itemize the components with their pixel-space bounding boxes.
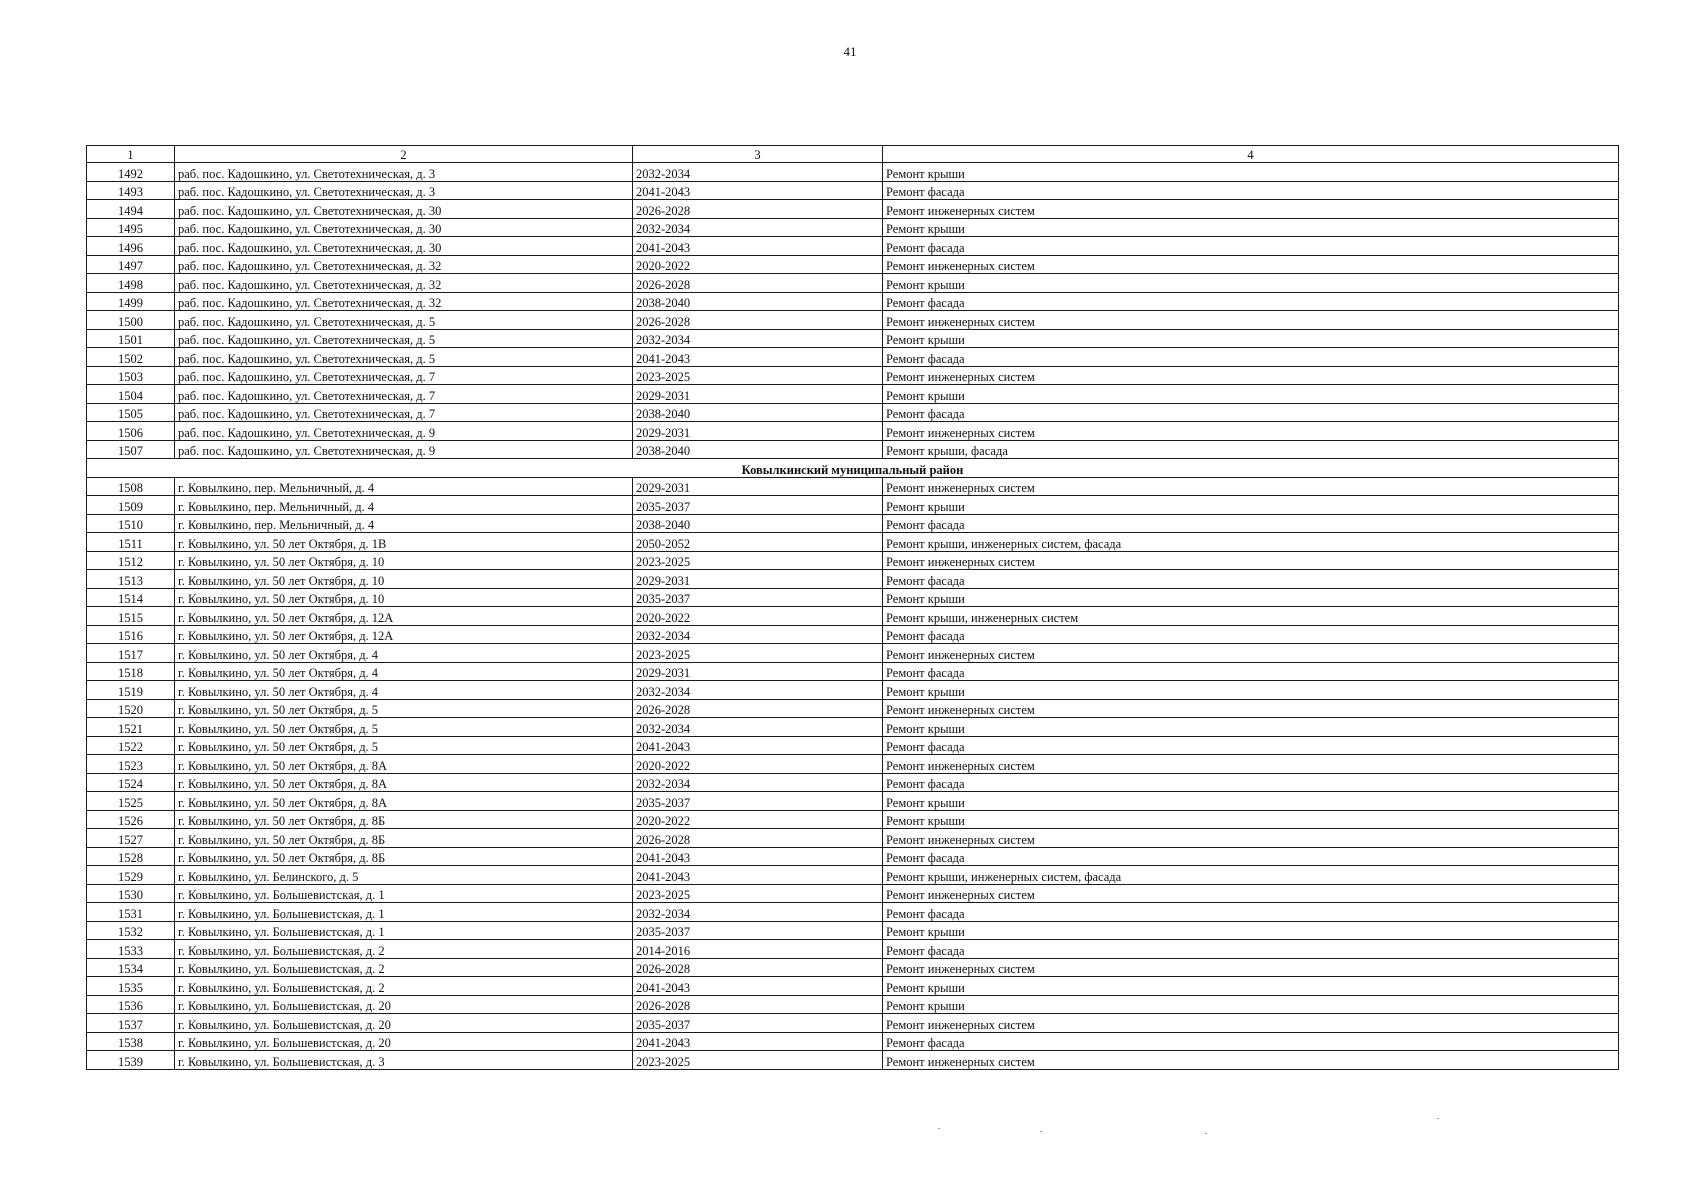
table-row [87, 218, 1619, 237]
row-number-cell: 1516 [87, 625, 175, 644]
work-type-cell: Ремонт инженерных систем [883, 1014, 1619, 1033]
table-row [87, 736, 1619, 755]
work-type-cell: Ремонт инженерных систем [883, 477, 1619, 496]
address-cell: раб. пос. Кадошкино, ул. Светотехническая, д. 9 [175, 440, 633, 459]
row-number-cell: 1513 [87, 570, 175, 589]
row-number-cell: 1492 [87, 163, 175, 182]
period-cell: 2041-2043 [633, 977, 883, 996]
row-number-cell: 1512 [87, 551, 175, 570]
address-cell: г. Ковылкино, ул. 50 лет Октября, д. 5 [175, 718, 633, 737]
work-type-cell: Ремонт крыши [883, 977, 1619, 996]
work-type-cell: Ремонт крыши, инженерных систем, фасада [883, 533, 1619, 552]
table-row [87, 366, 1619, 385]
period-cell: 2032-2034 [633, 218, 883, 237]
work-type-cell: Ремонт инженерных систем [883, 699, 1619, 718]
table-row [87, 385, 1619, 404]
work-type-cell: Ремонт крыши [883, 681, 1619, 700]
row-number-cell: 1498 [87, 274, 175, 293]
address-cell: раб. пос. Кадошкино, ул. Светотехническая, д. 7 [175, 366, 633, 385]
table-row [87, 1051, 1619, 1070]
address-cell: г. Ковылкино, ул. 50 лет Октября, д. 12А [175, 607, 633, 626]
table-row [87, 847, 1619, 866]
table-row [87, 681, 1619, 700]
period-cell: 2020-2022 [633, 810, 883, 829]
row-number-cell: 1497 [87, 255, 175, 274]
row-number-cell: 1529 [87, 866, 175, 885]
column-header: 2 [175, 146, 633, 163]
period-cell: 2026-2028 [633, 274, 883, 293]
work-type-cell: Ремонт крыши [883, 496, 1619, 515]
address-cell: раб. пос. Кадошкино, ул. Светотехническая, д. 7 [175, 403, 633, 422]
work-type-cell: Ремонт фасада [883, 773, 1619, 792]
address-cell: раб. пос. Кадошкино, ул. Светотехническая, д. 30 [175, 200, 633, 219]
row-number-cell: 1510 [87, 514, 175, 533]
period-cell: 2026-2028 [633, 829, 883, 848]
period-cell: 2035-2037 [633, 1014, 883, 1033]
row-number-cell: 1535 [87, 977, 175, 996]
address-cell: г. Ковылкино, ул. Большевистская, д. 2 [175, 958, 633, 977]
row-number-cell: 1528 [87, 847, 175, 866]
address-cell: г. Ковылкино, ул. 50 лет Октября, д. 5 [175, 699, 633, 718]
address-cell: г. Ковылкино, ул. 50 лет Октября, д. 1В [175, 533, 633, 552]
period-cell: 2026-2028 [633, 699, 883, 718]
work-type-cell: Ремонт крыши [883, 274, 1619, 293]
work-type-cell: Ремонт инженерных систем [883, 644, 1619, 663]
work-type-cell: Ремонт крыши, инженерных систем, фасада [883, 866, 1619, 885]
row-number-cell: 1530 [87, 884, 175, 903]
row-number-cell: 1514 [87, 588, 175, 607]
table-row [87, 921, 1619, 940]
work-type-cell: Ремонт крыши [883, 792, 1619, 811]
section-row [87, 459, 1619, 478]
table-row [87, 311, 1619, 330]
table-row [87, 662, 1619, 681]
work-type-cell: Ремонт крыши [883, 385, 1619, 404]
work-type-cell: Ремонт фасада [883, 403, 1619, 422]
address-cell: г. Ковылкино, пер. Мельничный, д. 4 [175, 477, 633, 496]
table-row [87, 995, 1619, 1014]
work-type-cell: Ремонт инженерных систем [883, 311, 1619, 330]
table-row [87, 1032, 1619, 1051]
table-header-row [87, 146, 1619, 163]
table-row [87, 477, 1619, 496]
period-cell: 2020-2022 [633, 255, 883, 274]
table-row [87, 403, 1619, 422]
period-cell: 2050-2052 [633, 533, 883, 552]
work-type-cell: Ремонт фасада [883, 514, 1619, 533]
period-cell: 2038-2040 [633, 292, 883, 311]
period-cell: 2023-2025 [633, 644, 883, 663]
address-cell: раб. пос. Кадошкино, ул. Светотехническая, д. 7 [175, 385, 633, 404]
address-cell: г. Ковылкино, ул. 50 лет Октября, д. 8Б [175, 810, 633, 829]
address-cell: г. Ковылкино, ул. 50 лет Октября, д. 8Б [175, 829, 633, 848]
period-cell: 2041-2043 [633, 866, 883, 885]
work-type-cell: Ремонт инженерных систем [883, 829, 1619, 848]
address-cell: г. Ковылкино, ул. Большевистская, д. 2 [175, 940, 633, 959]
period-cell: 2032-2034 [633, 903, 883, 922]
work-type-cell: Ремонт фасада [883, 736, 1619, 755]
work-type-cell: Ремонт инженерных систем [883, 200, 1619, 219]
table-row [87, 181, 1619, 200]
row-number-cell: 1501 [87, 329, 175, 348]
row-number-cell: 1526 [87, 810, 175, 829]
table-row [87, 644, 1619, 663]
column-header: 1 [87, 146, 175, 163]
period-cell: 2029-2031 [633, 570, 883, 589]
period-cell: 2032-2034 [633, 163, 883, 182]
work-type-cell: Ремонт крыши [883, 218, 1619, 237]
period-cell: 2035-2037 [633, 588, 883, 607]
period-cell: 2026-2028 [633, 958, 883, 977]
address-cell: г. Ковылкино, ул. Большевистская, д. 1 [175, 884, 633, 903]
row-number-cell: 1522 [87, 736, 175, 755]
table-row [87, 773, 1619, 792]
table-row [87, 903, 1619, 922]
period-cell: 2035-2037 [633, 921, 883, 940]
work-type-cell: Ремонт фасада [883, 662, 1619, 681]
period-cell: 2038-2040 [633, 514, 883, 533]
period-cell: 2041-2043 [633, 181, 883, 200]
row-number-cell: 1524 [87, 773, 175, 792]
row-number-cell: 1500 [87, 311, 175, 330]
table-row [87, 422, 1619, 441]
period-cell: 2038-2040 [633, 403, 883, 422]
period-cell: 2032-2034 [633, 681, 883, 700]
row-number-cell: 1536 [87, 995, 175, 1014]
row-number-cell: 1495 [87, 218, 175, 237]
address-cell: г. Ковылкино, ул. 50 лет Октября, д. 10 [175, 588, 633, 607]
address-cell: г. Ковылкино, ул. 50 лет Октября, д. 12А [175, 625, 633, 644]
row-number-cell: 1539 [87, 1051, 175, 1070]
table-row [87, 329, 1619, 348]
row-number-cell: 1511 [87, 533, 175, 552]
period-cell: 2023-2025 [633, 551, 883, 570]
work-type-cell: Ремонт инженерных систем [883, 422, 1619, 441]
address-cell: г. Ковылкино, ул. Большевистская, д. 2 [175, 977, 633, 996]
row-number-cell: 1537 [87, 1014, 175, 1033]
page-number: 41 [843, 44, 857, 59]
address-cell: раб. пос. Кадошкино, ул. Светотехническая, д. 5 [175, 348, 633, 367]
work-type-cell: Ремонт фасада [883, 903, 1619, 922]
repair-schedule-table [86, 145, 1619, 1070]
period-cell: 2041-2043 [633, 237, 883, 256]
period-cell: 2032-2034 [633, 718, 883, 737]
work-type-cell: Ремонт крыши [883, 921, 1619, 940]
table-row [87, 958, 1619, 977]
table-row [87, 570, 1619, 589]
address-cell: г. Ковылкино, ул. Большевистская, д. 1 [175, 921, 633, 940]
table-row [87, 348, 1619, 367]
row-number-cell: 1532 [87, 921, 175, 940]
scan-speck [1205, 1133, 1207, 1134]
row-number-cell: 1527 [87, 829, 175, 848]
row-number-cell: 1506 [87, 422, 175, 441]
period-cell: 2020-2022 [633, 607, 883, 626]
period-cell: 2029-2031 [633, 385, 883, 404]
work-type-cell: Ремонт крыши [883, 718, 1619, 737]
table-row [87, 884, 1619, 903]
address-cell: раб. пос. Кадошкино, ул. Светотехническая, д. 32 [175, 255, 633, 274]
scan-speck [938, 1128, 940, 1129]
scan-speck [1437, 1118, 1439, 1119]
row-number-cell: 1515 [87, 607, 175, 626]
table-row [87, 718, 1619, 737]
work-type-cell: Ремонт фасада [883, 940, 1619, 959]
work-type-cell: Ремонт крыши, инженерных систем [883, 607, 1619, 626]
address-cell: г. Ковылкино, ул. 50 лет Октября, д. 5 [175, 736, 633, 755]
table-row [87, 829, 1619, 848]
table-row [87, 514, 1619, 533]
period-cell: 2026-2028 [633, 311, 883, 330]
table-row [87, 1014, 1619, 1033]
work-type-cell: Ремонт крыши [883, 163, 1619, 182]
table-row [87, 588, 1619, 607]
address-cell: раб. пос. Кадошкино, ул. Светотехническая, д. 3 [175, 181, 633, 200]
row-number-cell: 1521 [87, 718, 175, 737]
address-cell: г. Ковылкино, ул. 50 лет Октября, д. 10 [175, 551, 633, 570]
row-number-cell: 1508 [87, 477, 175, 496]
table-row [87, 866, 1619, 885]
table-row [87, 940, 1619, 959]
address-cell: г. Ковылкино, ул. 50 лет Октября, д. 4 [175, 681, 633, 700]
period-cell: 2020-2022 [633, 755, 883, 774]
work-type-cell: Ремонт крыши, фасада [883, 440, 1619, 459]
period-cell: 2026-2028 [633, 200, 883, 219]
address-cell: раб. пос. Кадошкино, ул. Светотехническая, д. 30 [175, 237, 633, 256]
work-type-cell: Ремонт фасада [883, 348, 1619, 367]
work-type-cell: Ремонт инженерных систем [883, 1051, 1619, 1070]
row-number-cell: 1505 [87, 403, 175, 422]
address-cell: г. Ковылкино, ул. 50 лет Октября, д. 8Б [175, 847, 633, 866]
row-number-cell: 1496 [87, 237, 175, 256]
row-number-cell: 1519 [87, 681, 175, 700]
period-cell: 2041-2043 [633, 847, 883, 866]
row-number-cell: 1538 [87, 1032, 175, 1051]
period-cell: 2026-2028 [633, 995, 883, 1014]
period-cell: 2035-2037 [633, 792, 883, 811]
period-cell: 2041-2043 [633, 1032, 883, 1051]
address-cell: г. Ковылкино, ул. Большевистская, д. 20 [175, 1032, 633, 1051]
address-cell: г. Ковылкино, ул. Большевистская, д. 1 [175, 903, 633, 922]
period-cell: 2023-2025 [633, 366, 883, 385]
row-number-cell: 1503 [87, 366, 175, 385]
work-type-cell: Ремонт фасада [883, 570, 1619, 589]
table-row [87, 699, 1619, 718]
section-title: Ковылкинский муниципальный район [87, 459, 1619, 478]
address-cell: г. Ковылкино, ул. 50 лет Октября, д. 8А [175, 792, 633, 811]
table-row [87, 163, 1619, 182]
table-row [87, 533, 1619, 552]
address-cell: раб. пос. Кадошкино, ул. Светотехническая, д. 32 [175, 274, 633, 293]
period-cell: 2041-2043 [633, 736, 883, 755]
work-type-cell: Ремонт фасада [883, 847, 1619, 866]
row-number-cell: 1531 [87, 903, 175, 922]
period-cell: 2041-2043 [633, 348, 883, 367]
work-type-cell: Ремонт фасада [883, 292, 1619, 311]
row-number-cell: 1504 [87, 385, 175, 404]
address-cell: раб. пос. Кадошкино, ул. Светотехническая, д. 30 [175, 218, 633, 237]
row-number-cell: 1520 [87, 699, 175, 718]
work-type-cell: Ремонт инженерных систем [883, 366, 1619, 385]
table-row [87, 607, 1619, 626]
address-cell: г. Ковылкино, ул. Большевистская, д. 3 [175, 1051, 633, 1070]
period-cell: 2029-2031 [633, 422, 883, 441]
work-type-cell: Ремонт инженерных систем [883, 755, 1619, 774]
address-cell: г. Ковылкино, пер. Мельничный, д. 4 [175, 496, 633, 515]
table-row [87, 977, 1619, 996]
address-cell: г. Ковылкино, пер. Мельничный, д. 4 [175, 514, 633, 533]
work-type-cell: Ремонт крыши [883, 995, 1619, 1014]
work-type-cell: Ремонт инженерных систем [883, 255, 1619, 274]
work-type-cell: Ремонт крыши [883, 329, 1619, 348]
period-cell: 2032-2034 [633, 625, 883, 644]
address-cell: раб. пос. Кадошкино, ул. Светотехническая, д. 3 [175, 163, 633, 182]
address-cell: раб. пос. Кадошкино, ул. Светотехническая, д. 5 [175, 311, 633, 330]
row-number-cell: 1494 [87, 200, 175, 219]
row-number-cell: 1523 [87, 755, 175, 774]
table-row [87, 237, 1619, 256]
work-type-cell: Ремонт крыши [883, 810, 1619, 829]
address-cell: г. Ковылкино, ул. 50 лет Октября, д. 8А [175, 755, 633, 774]
work-type-cell: Ремонт крыши [883, 588, 1619, 607]
address-cell: г. Ковылкино, ул. Белинского, д. 5 [175, 866, 633, 885]
table-row [87, 792, 1619, 811]
row-number-cell: 1525 [87, 792, 175, 811]
row-number-cell: 1499 [87, 292, 175, 311]
table-row [87, 810, 1619, 829]
period-cell: 2029-2031 [633, 477, 883, 496]
work-type-cell: Ремонт фасада [883, 181, 1619, 200]
scan-speck [1040, 1131, 1042, 1132]
row-number-cell: 1534 [87, 958, 175, 977]
period-cell: 2032-2034 [633, 329, 883, 348]
address-cell: раб. пос. Кадошкино, ул. Светотехническая, д. 9 [175, 422, 633, 441]
row-number-cell: 1517 [87, 644, 175, 663]
address-cell: раб. пос. Кадошкино, ул. Светотехническая, д. 5 [175, 329, 633, 348]
period-cell: 2023-2025 [633, 884, 883, 903]
row-number-cell: 1533 [87, 940, 175, 959]
period-cell: 2023-2025 [633, 1051, 883, 1070]
column-header: 3 [633, 146, 883, 163]
row-number-cell: 1502 [87, 348, 175, 367]
address-cell: г. Ковылкино, ул. 50 лет Октября, д. 4 [175, 662, 633, 681]
address-cell: г. Ковылкино, ул. 50 лет Октября, д. 4 [175, 644, 633, 663]
table-row [87, 255, 1619, 274]
address-cell: г. Ковылкино, ул. Большевистская, д. 20 [175, 995, 633, 1014]
work-type-cell: Ремонт фасада [883, 1032, 1619, 1051]
address-cell: раб. пос. Кадошкино, ул. Светотехническая, д. 32 [175, 292, 633, 311]
table-row [87, 200, 1619, 219]
period-cell: 2038-2040 [633, 440, 883, 459]
period-cell: 2029-2031 [633, 662, 883, 681]
row-number-cell: 1493 [87, 181, 175, 200]
row-number-cell: 1509 [87, 496, 175, 515]
table-row [87, 292, 1619, 311]
work-type-cell: Ремонт инженерных систем [883, 958, 1619, 977]
table-row [87, 625, 1619, 644]
address-cell: г. Ковылкино, ул. Большевистская, д. 20 [175, 1014, 633, 1033]
address-cell: г. Ковылкино, ул. 50 лет Октября, д. 10 [175, 570, 633, 589]
period-cell: 2014-2016 [633, 940, 883, 959]
address-cell: г. Ковылкино, ул. 50 лет Октября, д. 8А [175, 773, 633, 792]
work-type-cell: Ремонт инженерных систем [883, 551, 1619, 570]
row-number-cell: 1507 [87, 440, 175, 459]
table-row [87, 274, 1619, 293]
table-row [87, 551, 1619, 570]
row-number-cell: 1518 [87, 662, 175, 681]
table-row [87, 496, 1619, 515]
work-type-cell: Ремонт фасада [883, 625, 1619, 644]
table-row [87, 440, 1619, 459]
period-cell: 2035-2037 [633, 496, 883, 515]
period-cell: 2032-2034 [633, 773, 883, 792]
work-type-cell: Ремонт фасада [883, 237, 1619, 256]
column-header: 4 [883, 146, 1619, 163]
table-row [87, 755, 1619, 774]
work-type-cell: Ремонт инженерных систем [883, 884, 1619, 903]
